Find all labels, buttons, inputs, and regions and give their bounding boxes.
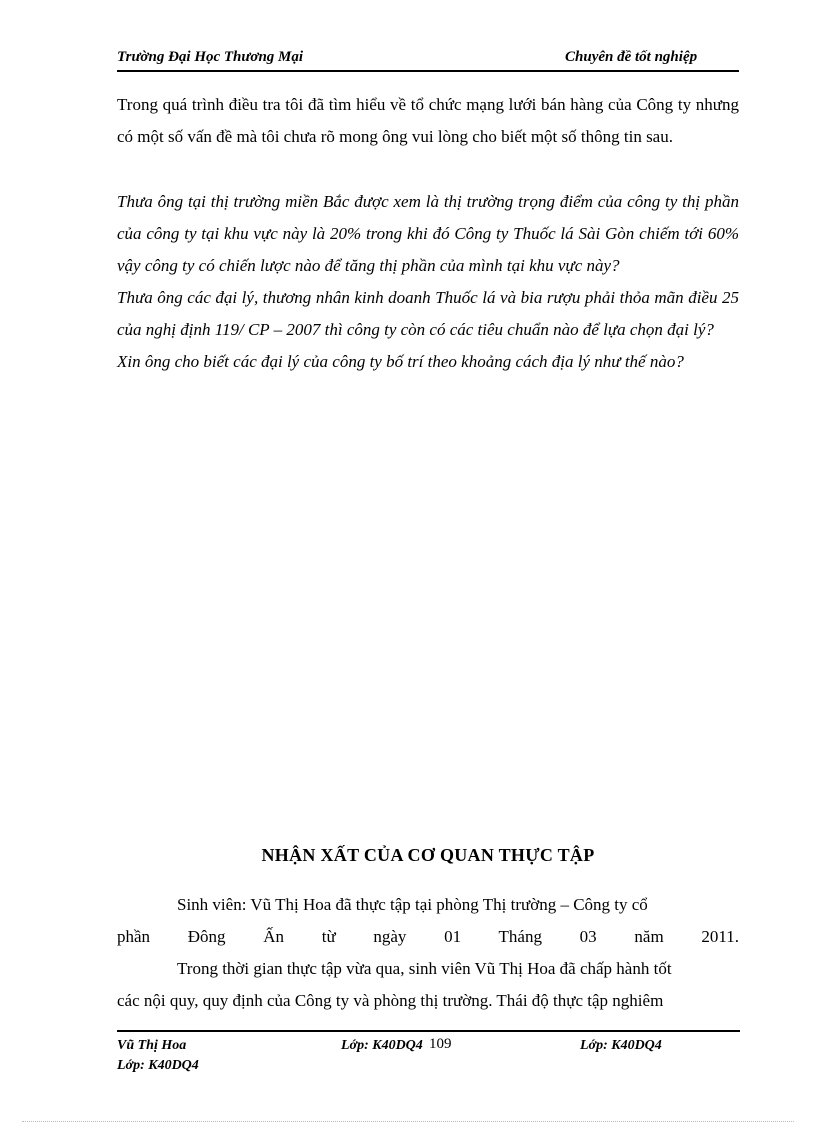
remarks-line-3: Trong thời gian thực tập vừa qua, sinh viên Vũ Thị Hoa đã chấp hành tốt [177,959,672,978]
questions-block [117,186,739,378]
intro-block [117,89,739,153]
question-2: Thưa ông các đại lý, thương nhân kinh doanh Thuốc lá và bia rượu phải thỏa mãn điều 25 của nghị định 119/ CP – 2007 thì công ty còn có các tiêu chuẩn nào để lựa chọn đại lý? [117,288,739,339]
page-number: 109 [429,1036,452,1052]
footer-class-right: Lớp: K40DQ4 [580,1038,662,1053]
footer-student-name: Vũ Thị Hoa [117,1038,187,1053]
question-1: Thưa ông tại thị trường miền Bắc được xem là thị trường trọng điểm của công ty thị phần của công ty tại khu vực này là 20% trong khi đó Công ty Thuốc lá Sài Gòn chiếm tới 60% vậy công ty có chiến lược nào để tăng thị phần của mình tại khu vực này? [117,192,739,275]
header-document-type: Chuyên đề tốt nghiệp [565,49,698,65]
remarks-block [117,889,739,1017]
question-3: Xin ông cho biết các đại lý của công ty bố trí theo khoảng cách địa lý như thế nào? [117,352,684,371]
remarks-line-1: Sinh viên: Vũ Thị Hoa đã thực tập tại phòng Thị trường – Công ty cổ [177,895,648,914]
remarks-title: NHẬN XẤT CỦA CƠ QUAN THỰC TẬP [261,845,595,865]
footer-divider [117,1030,740,1032]
footer-class-bottom: Lớp: K40DQ4 [117,1058,199,1073]
header-school: Trường Đại Học Thương Mại [117,49,304,65]
page-header [117,48,739,72]
footer-class-center: Lớp: K40DQ4 [341,1038,423,1053]
intro-paragraph: Trong quá trình điều tra tôi đã tìm hiểu về tổ chức mạng lưới bán hàng của Công ty nhưng có một số vấn đề mà tôi chưa rõ mong ông vui lòng cho biết một số thông tin sau. [117,95,739,146]
remarks-line-2: phần Đông Ấn từ ngày 01 Tháng 03 năm 2011. [117,927,739,946]
page-bottom-border [22,1121,794,1122]
remarks-line-4: các nội quy, quy định của Công ty và phòng thị trường. Thái độ thực tập nghiêm [117,991,664,1010]
